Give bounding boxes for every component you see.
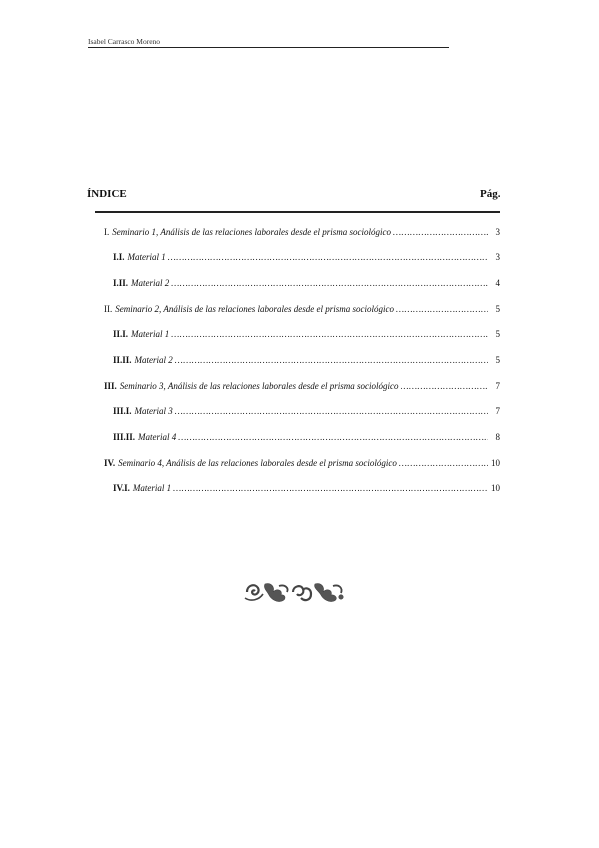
entry-title: Material 4 <box>138 432 177 442</box>
entry-page: 3 <box>495 252 500 262</box>
entry-page: 7 <box>495 381 500 391</box>
entry-number: III. <box>104 381 117 391</box>
dot-leader <box>173 483 488 493</box>
toc-entry-material-3-2[interactable] <box>113 432 500 446</box>
entry-page: 10 <box>491 483 500 493</box>
entry-page: 7 <box>495 406 500 416</box>
entry-number: I.II. <box>113 278 129 288</box>
toc-entry-seminario-3[interactable] <box>104 381 500 395</box>
toc-rule <box>95 211 500 213</box>
toc-entry-material-4-1[interactable] <box>113 483 500 497</box>
dot-leader <box>178 432 488 442</box>
dot-leader <box>399 458 488 468</box>
entry-page: 3 <box>495 227 500 237</box>
toc-entry-material-3-1[interactable] <box>113 406 500 420</box>
entry-page: 8 <box>495 432 500 442</box>
dot-leader <box>168 252 488 262</box>
entry-number: III.II. <box>113 432 136 442</box>
entry-number: I.I. <box>113 252 125 262</box>
dot-leader <box>396 304 488 314</box>
entry-number: IV.I. <box>113 483 130 493</box>
entry-title: Seminario 4, Análisis de las relaciones laborales desde el prisma sociológico <box>118 458 397 468</box>
entry-number: II.I. <box>113 329 129 339</box>
entry-title: Material 1 <box>131 329 170 339</box>
dot-leader <box>393 227 488 237</box>
entry-page: 5 <box>495 329 500 339</box>
dot-leader <box>175 355 488 365</box>
entry-page: 5 <box>495 304 500 314</box>
toc-entry-material-1-2[interactable] <box>113 278 500 292</box>
running-header-author: Isabel Carrasco Moreno <box>88 37 161 46</box>
entry-number: II. <box>104 304 113 314</box>
entry-title: Material 1 <box>132 483 172 493</box>
header-rule <box>88 47 449 48</box>
entry-number: III.I. <box>113 406 132 416</box>
entry-page: 4 <box>495 278 500 288</box>
toc-title: ÍNDICE <box>87 188 127 200</box>
entry-title: Seminario 2, Análisis de las relaciones laborales desde el prisma sociológico <box>115 304 394 314</box>
entry-title: Material 2 <box>131 278 170 288</box>
dot-leader <box>175 406 488 416</box>
dot-leader <box>401 381 489 391</box>
entry-number: II.II. <box>113 355 132 365</box>
toc-entry-seminario-1[interactable] <box>104 227 500 241</box>
toc-entry-seminario-2[interactable] <box>104 304 500 318</box>
dot-leader <box>171 329 488 339</box>
toc-entry-seminario-4[interactable] <box>104 458 500 472</box>
entry-page: 10 <box>491 458 500 468</box>
entry-title: Seminario 3, Análisis de las relaciones laborales desde el prisma sociológico <box>119 381 399 391</box>
dot-leader <box>171 278 488 288</box>
entry-title: Seminario 1, Análisis de las relaciones laborales desde el prisma sociológico <box>112 227 391 237</box>
page-column-label: Pág. <box>480 188 501 200</box>
floral-ornament-icon <box>241 578 347 606</box>
entry-title: Material 2 <box>134 355 173 365</box>
toc-entry-material-2-1[interactable] <box>113 329 500 343</box>
entry-number: I. <box>104 227 110 237</box>
entry-title: Material 3 <box>134 406 173 416</box>
toc-entry-material-2-2[interactable] <box>113 355 500 369</box>
toc-entry-material-1-1[interactable] <box>113 252 500 266</box>
entry-page: 5 <box>495 355 500 365</box>
entry-number: IV. <box>104 458 116 468</box>
entry-title: Material 1 <box>127 252 166 262</box>
